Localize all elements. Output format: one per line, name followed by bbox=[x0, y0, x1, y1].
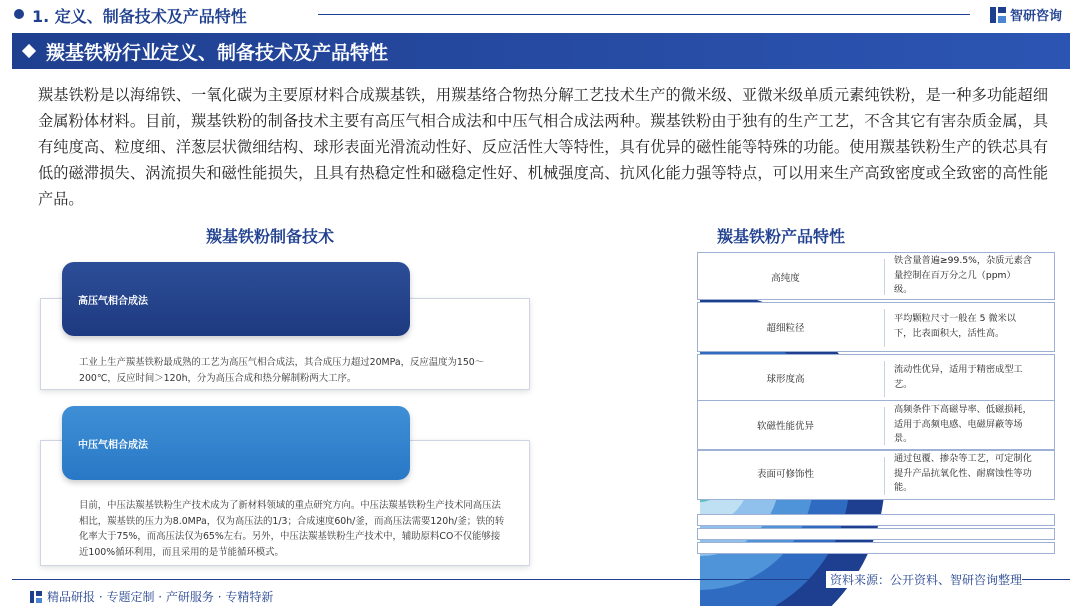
method-description: 目前，中压法羰基铁粉生产技术成为了新材料领域的重点研究方向。中压法羰基铁粉生产技术同高压法相比，羰基铁的压力为8.0MPa，仅为高压法的1/3；合成速度60h/釜，而高压法需要120h/釜；铁的转化率大于75%，而高压法仅为65%左右。另外，中压法羰基铁粉生产技术中，辅助原料CO不仅能够接近100%循环利用，而且采用的是节能循环模式。 bbox=[79, 500, 505, 558]
zhiyan-logo-icon bbox=[30, 591, 42, 603]
method-description: 工业上生产羰基铁粉最成熟的工艺为高压气相合成法，其合成压力超过20MPa，反应温度为150～200℃，反应时间＞120h，分为高压合成和热分解制粉两大工序。 bbox=[79, 357, 485, 384]
section-title: 1. 定义、制备技术及产品特性 bbox=[32, 7, 247, 26]
feature-desc: 流动性优异，适用于精密成型工艺。 bbox=[894, 364, 1023, 390]
data-source: 资料来源：公开资料、智研咨询整理 bbox=[826, 571, 1022, 588]
method-label-high-pressure: 高压气相合成法 bbox=[62, 262, 410, 336]
feature-row bbox=[697, 354, 1055, 402]
footer-services bbox=[30, 588, 273, 605]
top-header bbox=[0, 0, 1080, 32]
feature-desc: 铁含量普遍≥99.5%，杂质元素含量控制在百万分之几（ppm）级。 bbox=[894, 255, 1032, 295]
brand-logo[interactable] bbox=[990, 5, 1062, 24]
spacer-row bbox=[697, 528, 1055, 540]
feature-row bbox=[697, 400, 1055, 450]
feature-name: 球形度高 bbox=[766, 374, 805, 385]
intro-paragraph: 羰基铁粉是以海绵铁、一氧化碳为主要原材料合成羰基铁，用羰基络合物热分解工艺技术生产的微米级、亚微米级单质元素纯铁粉，是一种多功能超细金属粉体材料。目前，羰基铁粉的制备技术主要有高压气相合成法和中压气相合成法两种。羰基铁粉由于独有的生产工艺，不含其它有害杂质金属，具有纯度高、粒度细、洋葱层状微细结构、球形表面光滑流动性好、反应活性大等特性，具有优异的磁性能等特殊的功能。使用羰基铁粉生产的铁芯具有低的磁滞损失、涡流损失和磁性能损失，且具有热稳定性和磁稳定性好、机械强度高、抗风化能力强等特点，可以用来生产高致密度或全致密的高性能产品。 bbox=[38, 86, 1048, 208]
zhiyan-logo-icon bbox=[990, 7, 1006, 23]
feature-desc: 通过包覆、掺杂等工艺，可定制化提升产品抗氧化性、耐腐蚀性等功能。 bbox=[894, 453, 1032, 493]
feature-desc: 高频条件下高磁导率、低磁损耗，适用于高频电感、电磁屏蔽等场景。 bbox=[894, 404, 1032, 444]
bullet-dot-icon bbox=[14, 9, 24, 19]
feature-name: 软磁性能优异 bbox=[756, 421, 814, 432]
page-title: 羰基铁粉行业定义、制备技术及产品特性 bbox=[46, 42, 389, 64]
preparation-tech-title: 羰基铁粉制备技术 bbox=[206, 227, 335, 246]
feature-name: 表面可修饰性 bbox=[756, 469, 814, 480]
brand-name: 智研咨询 bbox=[1010, 9, 1063, 24]
feature-row bbox=[697, 252, 1055, 300]
spacer-row bbox=[697, 542, 1055, 554]
feature-name: 超细粒径 bbox=[766, 323, 805, 334]
feature-row bbox=[697, 450, 1055, 500]
method-label-medium-pressure: 中压气相合成法 bbox=[62, 406, 410, 480]
diamond-icon bbox=[22, 44, 36, 58]
feature-row bbox=[697, 302, 1055, 352]
feature-name: 高纯度 bbox=[771, 273, 800, 284]
product-features-title: 羰基铁粉产品特性 bbox=[717, 227, 846, 246]
feature-desc: 平均颗粒尺寸一般在 5 微米以下，比表面积大，活性高。 bbox=[894, 313, 1016, 339]
title-banner bbox=[12, 33, 1070, 69]
header-divider bbox=[318, 14, 970, 15]
spacer-row bbox=[697, 514, 1055, 526]
services-text: 精品研报 · 专题定制 · 产研服务 · 专精特新 bbox=[47, 590, 274, 604]
